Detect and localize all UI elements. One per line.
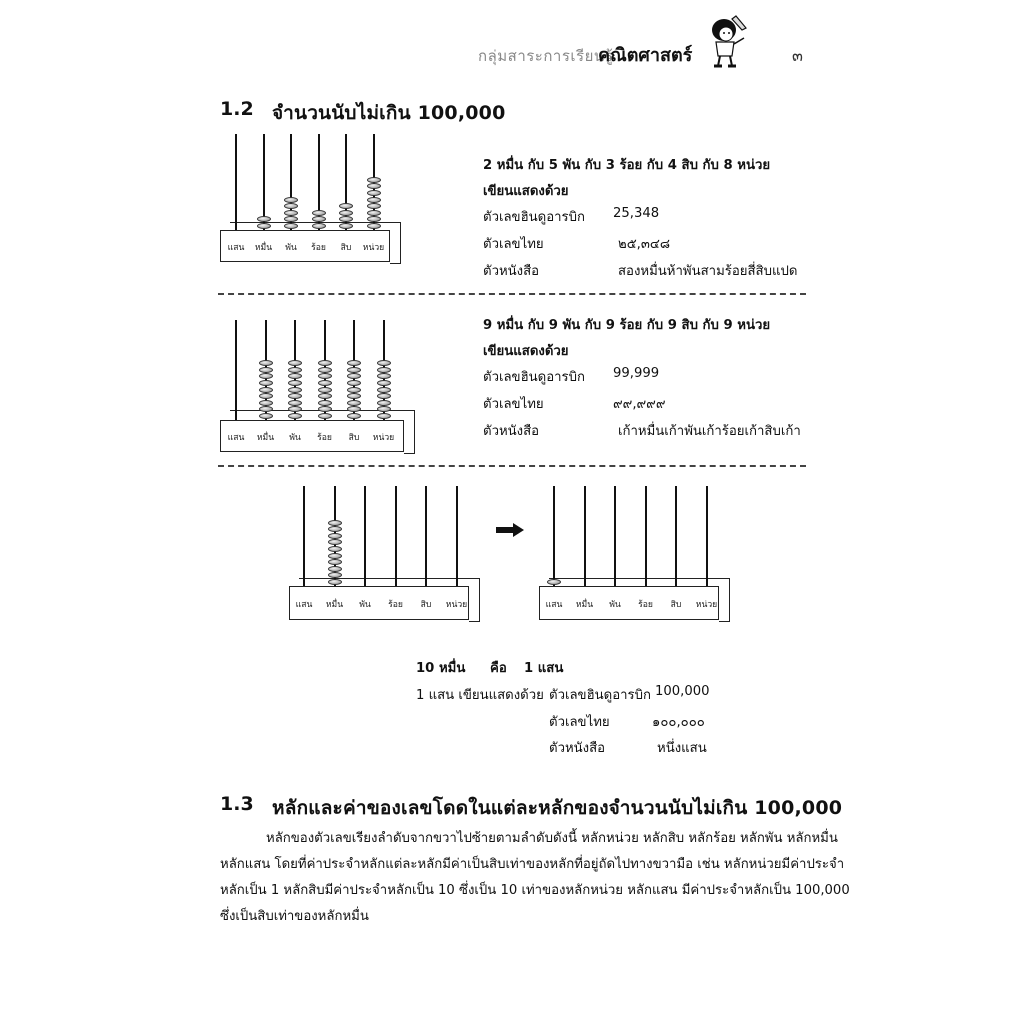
abacus-99999 — [220, 316, 415, 452]
abacus-bead — [259, 387, 273, 393]
abacus-bead — [347, 413, 361, 419]
section-title-1-2: จำนวนนับไม่เกิน 100,000 — [272, 102, 506, 124]
abacus-bead — [347, 360, 361, 366]
abacus-bead — [318, 400, 332, 406]
abacus-rod-หน่วย — [456, 486, 458, 586]
example1-label-words: ตัวหนังสือ — [483, 264, 540, 279]
abacus-bead — [318, 413, 332, 419]
abacus-bead — [284, 223, 298, 229]
header-subject: กลุ่มสาระการเรียนรู้ — [478, 47, 614, 65]
example2-label-hindu-arabic: ตัวเลขฮินดูอารบิก — [483, 370, 585, 385]
abacus-bead — [318, 373, 332, 379]
abacus-bead — [318, 387, 332, 393]
abacus-rod-สิบ — [425, 486, 427, 586]
abacus-bead — [377, 406, 391, 412]
abacus-bead — [347, 406, 361, 412]
abacus-one-hundred-thousand — [539, 482, 729, 622]
abacus-bead — [328, 546, 342, 552]
abacus-bead — [288, 387, 302, 393]
abacus-bead — [339, 203, 353, 209]
abacus-bead — [347, 387, 361, 393]
abacus-bead — [328, 520, 342, 526]
abacus-bead — [328, 539, 342, 545]
section-title-1-3: หลักและค่าของเลขโดดในแต่ละหลักของจำนวนนับไม่เกิน 100,000 — [272, 797, 843, 819]
abacus-bead — [339, 223, 353, 229]
section-number-1-3: 1.3 — [220, 793, 254, 815]
abacus-column-label: หมื่น — [575, 600, 594, 610]
abacus-bead — [377, 380, 391, 386]
abacus-column-label: สิบ — [340, 243, 352, 253]
abacus-rod-ร้อย — [645, 486, 647, 586]
example1-label-hindu-arabic: ตัวเลขฮินดูอารบิก — [483, 210, 585, 225]
abacus-bead — [259, 367, 273, 373]
header-title: คณิตศาสตร์ — [598, 45, 693, 66]
abacus-bead — [318, 380, 332, 386]
abacus-column-label: ร้อย — [638, 600, 653, 610]
abacus-bead — [259, 413, 273, 419]
abacus-bead — [288, 400, 302, 406]
abacus-bead — [328, 526, 342, 532]
abacus-rod-แสน — [553, 486, 555, 586]
abacus-bead — [367, 177, 381, 183]
example2-description: 9 หมื่น กับ 9 พัน กับ 9 ร้อย กับ 9 สิบ กับ 9 หน่วย — [483, 318, 771, 333]
abacus-bead — [347, 373, 361, 379]
abacus-bead — [288, 413, 302, 419]
section-number-1-2: 1.2 — [220, 98, 254, 120]
abacus-column-label: หมื่น — [256, 433, 275, 443]
abacus-column-label: หน่วย — [372, 433, 395, 443]
abacus-bead — [284, 210, 298, 216]
abacus-bead — [328, 533, 342, 539]
example2-value-words: เก้าหมื่นเก้าพันเก้าร้อยเก้าสิบเก้า — [618, 424, 801, 439]
abacus-bead — [259, 400, 273, 406]
example3-label-thai: ตัวเลขไทย — [549, 715, 610, 730]
abacus-column-label: สิบ — [670, 600, 682, 610]
abacus-bead — [284, 197, 298, 203]
abacus-bead — [318, 393, 332, 399]
abacus-bead — [347, 393, 361, 399]
abacus-base-side — [404, 410, 415, 454]
abacus-bead — [377, 413, 391, 419]
abacus-ten-ten-thousands — [289, 482, 479, 622]
paragraph-line-1: หลักของตัวเลขเรียงลำดับจากขวาไปซ้ายตามลำดับดังนี้ หลักหน่วย หลักสิบ หลักร้อย หลักพัน หลักหมื่น — [266, 831, 838, 846]
divider-dashed-2 — [218, 465, 806, 467]
abacus-column-label: ร้อย — [388, 600, 403, 610]
abacus-bead — [259, 406, 273, 412]
abacus-bead — [259, 360, 273, 366]
example1-written-heading: เขียนแสดงด้วย — [483, 184, 569, 199]
example1-value-hindu-arabic: 25,348 — [613, 206, 660, 221]
example2-label-words: ตัวหนังสือ — [483, 424, 540, 439]
abacus-rod-สิบ — [675, 486, 677, 586]
paragraph-line-4: ซึ่งเป็นสิบเท่าของหลักหมื่น — [220, 909, 369, 924]
abacus-column-label: หมื่น — [254, 243, 273, 253]
abacus-column-label: พัน — [285, 243, 297, 253]
example3-value-words: หนึ่งแสน — [657, 741, 707, 756]
cartoon-mascot-icon — [702, 14, 752, 70]
abacus-column-label: ร้อย — [317, 433, 332, 443]
page-number: ๓ — [792, 46, 803, 65]
abacus-column-label: พัน — [609, 600, 621, 610]
abacus-bead — [284, 203, 298, 209]
abacus-rod-ร้อย — [395, 486, 397, 586]
example1-description: 2 หมื่น กับ 5 พัน กับ 3 ร้อย กับ 4 สิบ กับ 8 หน่วย — [483, 158, 771, 173]
abacus-column-label: แสน — [545, 600, 563, 610]
example1-value-words: สองหมื่นห้าพันสามร้อยสี่สิบแปด — [618, 264, 798, 279]
abacus-column-label: แสน — [295, 600, 313, 610]
abacus-bead — [328, 566, 342, 572]
abacus-rod-แสน — [303, 486, 305, 586]
paragraph-line-2: หลักแสน โดยที่ค่าประจำหลักแต่ละหลักมีค่าเป็นสิบเท่าของหลักที่อยู่ถัดไปทางขวามือ เช่น หลักหน่วยมีค่าประจำ — [220, 857, 845, 872]
example3-label-hindu-arabic: ตัวเลขฮินดูอารบิก — [549, 688, 651, 703]
abacus-bead — [547, 579, 561, 585]
abacus-bead — [377, 367, 391, 373]
equation-right: 1 แสน — [524, 661, 564, 676]
abacus-column-label: พัน — [359, 600, 371, 610]
abacus-rod-แสน — [235, 320, 237, 420]
example3-value-thai: ๑๐๐,๐๐๐ — [652, 715, 705, 730]
abacus-base-top-edge — [299, 578, 479, 579]
abacus-bead — [318, 360, 332, 366]
abacus-bead — [339, 210, 353, 216]
abacus-bead — [312, 210, 326, 216]
abacus-bead — [347, 400, 361, 406]
abacus-rod-พัน — [614, 486, 616, 586]
abacus-bead — [347, 367, 361, 373]
example2-value-thai: ๙๙,๙๙๙ — [613, 397, 666, 412]
abacus-bead — [377, 360, 391, 366]
abacus-bead — [367, 190, 381, 196]
abacus-bead — [347, 380, 361, 386]
abacus-rod-พัน — [364, 486, 366, 586]
abacus-bead — [259, 380, 273, 386]
abacus-column-label: หน่วย — [445, 600, 468, 610]
abacus-bead — [257, 223, 271, 229]
example1-label-thai: ตัวเลขไทย — [483, 237, 544, 252]
abacus-bead — [312, 223, 326, 229]
example3-written-as: 1 แสน เขียนแสดงด้วย — [416, 688, 544, 703]
example2-written-heading: เขียนแสดงด้วย — [483, 344, 569, 359]
abacus-rod-หมื่น — [584, 486, 586, 586]
abacus-bead — [318, 367, 332, 373]
abacus-column-label: หน่วย — [362, 243, 385, 253]
abacus-bead — [377, 400, 391, 406]
abacus-bead — [288, 393, 302, 399]
equation-mid: คือ — [490, 661, 507, 676]
abacus-bead — [367, 203, 381, 209]
abacus-column-label: สิบ — [348, 433, 360, 443]
abacus-bead — [259, 373, 273, 379]
abacus-rod-หน่วย — [706, 486, 708, 586]
right-arrow-icon — [496, 523, 524, 537]
abacus-bead — [367, 183, 381, 189]
abacus-bead — [318, 406, 332, 412]
abacus-bead — [377, 393, 391, 399]
abacus-column-label: หน่วย — [695, 600, 718, 610]
abacus-bead — [377, 373, 391, 379]
abacus-base-side — [390, 222, 401, 264]
abacus-bead — [288, 367, 302, 373]
abacus-25348 — [220, 130, 400, 262]
abacus-bead — [288, 406, 302, 412]
abacus-bead — [288, 373, 302, 379]
example3-value-hindu-arabic: 100,000 — [655, 684, 710, 699]
example1-value-thai: ๒๕,๓๔๘ — [618, 237, 671, 252]
abacus-column-label: แสน — [227, 433, 245, 443]
abacus-column-label: สิบ — [420, 600, 432, 610]
abacus-column-label: พัน — [289, 433, 301, 443]
abacus-base-top-edge — [549, 578, 729, 579]
equation-left: 10 หมื่น — [416, 661, 466, 676]
abacus-bead — [377, 387, 391, 393]
abacus-column-label: ร้อย — [311, 243, 326, 253]
abacus-bead — [259, 393, 273, 399]
example2-value-hindu-arabic: 99,999 — [613, 366, 660, 381]
abacus-bead — [288, 380, 302, 386]
abacus-bead — [328, 579, 342, 585]
abacus-rod-แสน — [235, 134, 237, 230]
paragraph-line-3: หลักเป็น 1 หลักสิบมีค่าประจำหลักเป็น 10 ซึ่งเป็น 10 เท่าของหลักหน่วย หลักแสน มีค่าประจำหลักเป็น 100,000 — [220, 883, 850, 898]
abacus-column-label: หมื่น — [325, 600, 344, 610]
abacus-bead — [328, 553, 342, 559]
example3-label-words: ตัวหนังสือ — [549, 741, 606, 756]
abacus-bead — [367, 223, 381, 229]
abacus-bead — [367, 210, 381, 216]
abacus-bead — [367, 197, 381, 203]
example2-label-thai: ตัวเลขไทย — [483, 397, 544, 412]
divider-dashed-1 — [218, 293, 806, 295]
abacus-bead — [328, 559, 342, 565]
abacus-column-label: แสน — [227, 243, 245, 253]
abacus-bead — [288, 360, 302, 366]
